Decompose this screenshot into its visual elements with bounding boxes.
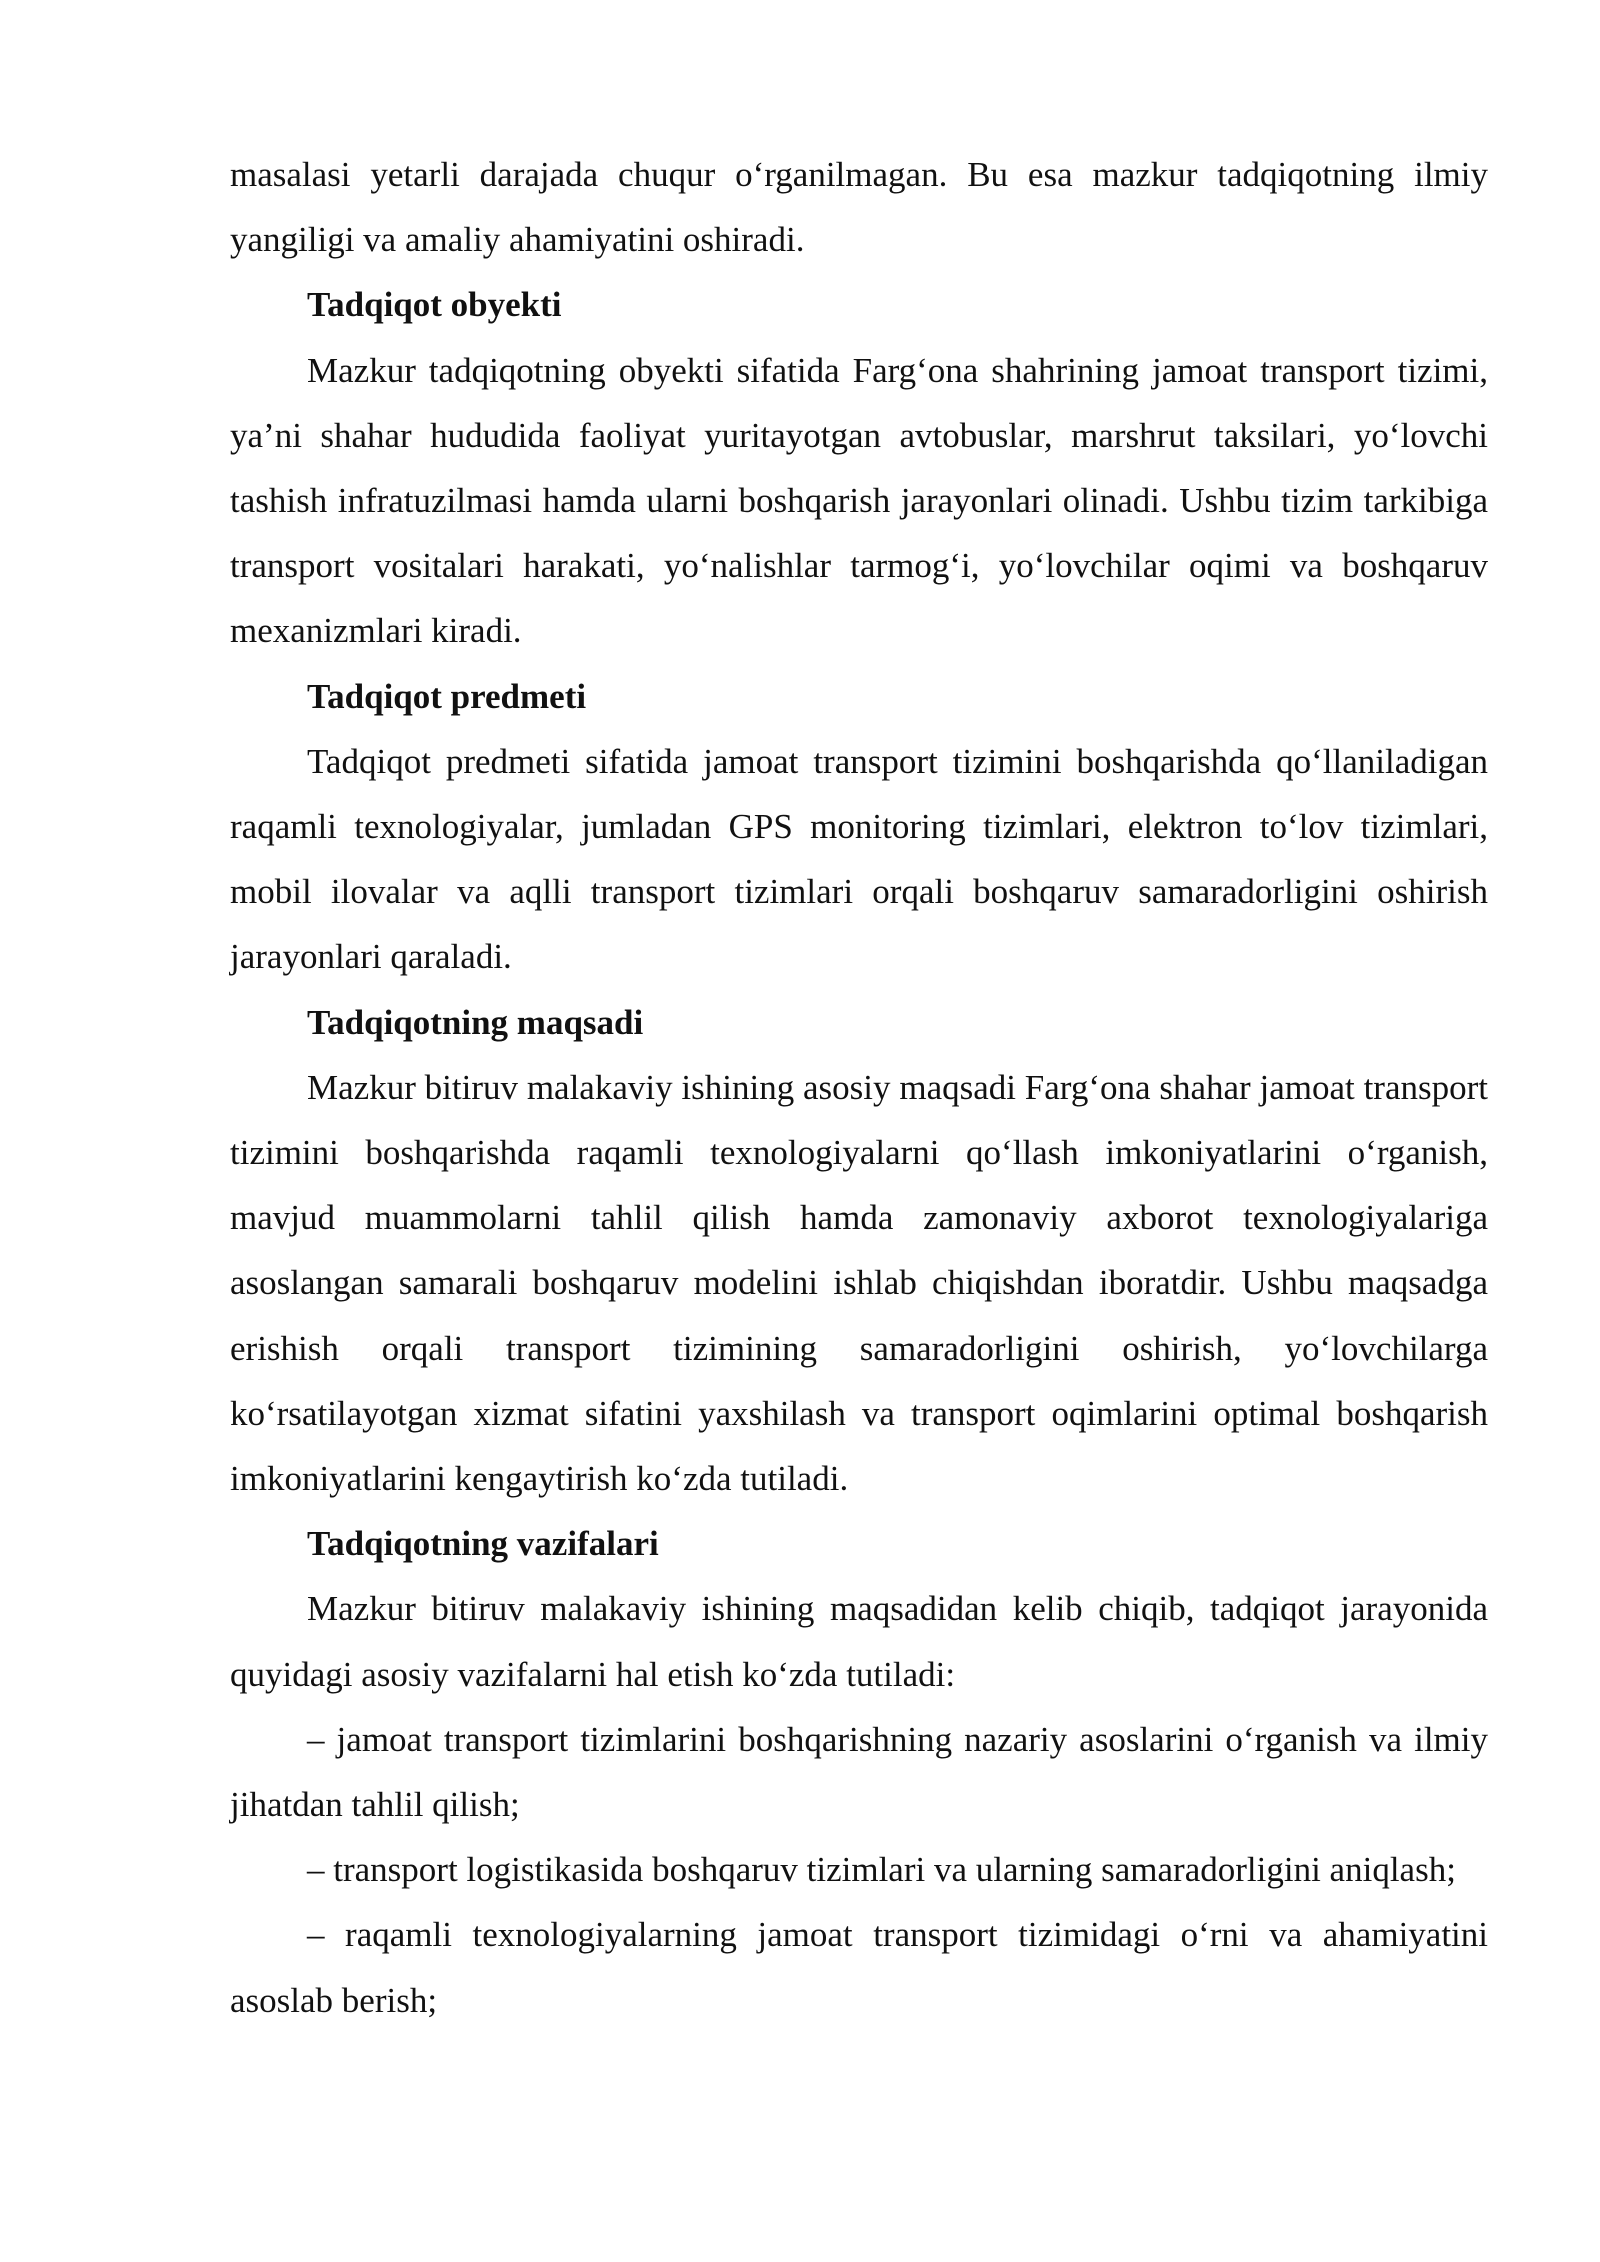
section-heading-vazifalar: Tadqiqotning vazifalari <box>307 1524 659 1564</box>
section-paragraph-obyekt: Mazkur tadqiqotning obyekti sifatida Farg‘ona shahrining jamoat transport tizimi, ya’ni shahar hududida faoliyat yuritayotgan avtobuslar, marshrut taksilari, yo‘lovchi tashish infratuzilmasi hamda ularni boshqarish jarayonlari olinadi. Ushbu tizim tarkibiga transport vositalari harakati, yo‘nalishlar tarmog‘i, yo‘lovchilar oqimi va boshqaruv mexanizmlari kiradi. <box>230 350 1488 651</box>
section-paragraph-predmet: Tadqiqot predmeti sifatida jamoat transport tizimini boshqarishda qo‘llaniladigan raqamli texnologiyalar, jumladan GPS monitoring tizimlari, elektron to‘lov tizimlari, mobil ilovalar va aqlli transport tizimlari orqali boshqaruv samaradorligini oshirish jarayonlari qaraladi. <box>230 741 1488 977</box>
task-list-item: – jamoat transport tizimlarini boshqarishning nazariy asoslarini o‘rganish va ilmiy jihatdan tahlil qilish; <box>230 1719 1488 1825</box>
document-page <box>230 142 1488 2033</box>
task-list-item: – raqamli texnologiyalarning jamoat transport tizimidagi o‘rni va ahamiyatini asoslab berish; <box>230 1915 1488 2020</box>
task-list-item: – transport logistikasida boshqaruv tizimlari va ularning samaradorligini aniqlash; <box>307 1850 1456 1890</box>
section-heading-maqsad: Tadqiqotning maqsadi <box>307 1002 644 1042</box>
section-paragraph-maqsad: Mazkur bitiruv malakaviy ishining asosiy maqsadi Farg‘ona shahar jamoat transport tizimini boshqarishda raqamli texnologiyalarni qo‘llash imkoniyatlarini o‘rganish, mavjud muammolarni tahlil qilish hamda zamonaviy axborot texnologiyalariga asoslangan samarali boshqaruv modelini ishlab chiqishdan iboratdir. Ushbu maqsadga erishish orqali transport tizimining samaradorligini oshirish, yo‘lovchilarga ko‘rsatilayotgan xizmat sifatini yaxshilash va transport oqimlarini optimal boshqarish imkoniyatlarini kengaytirish ko‘zda tutiladi. <box>230 1067 1488 1499</box>
section-paragraph-vazifalar: Mazkur bitiruv malakaviy ishining maqsadidan kelib chiqib, tadqiqot jarayonida quyidagi asosiy vazifalarni hal etish ko‘zda tutiladi: <box>230 1589 1488 1694</box>
intro-paragraph: masalasi yetarli darajada chuqur o‘rganilmagan. Bu esa mazkur tadqiqotning ilmiy yangiligi va amaliy ahamiyatini oshiradi. <box>230 155 1488 260</box>
section-heading-obyekt: Tadqiqot obyekti <box>307 285 562 325</box>
section-heading-predmet: Tadqiqot predmeti <box>307 676 587 716</box>
